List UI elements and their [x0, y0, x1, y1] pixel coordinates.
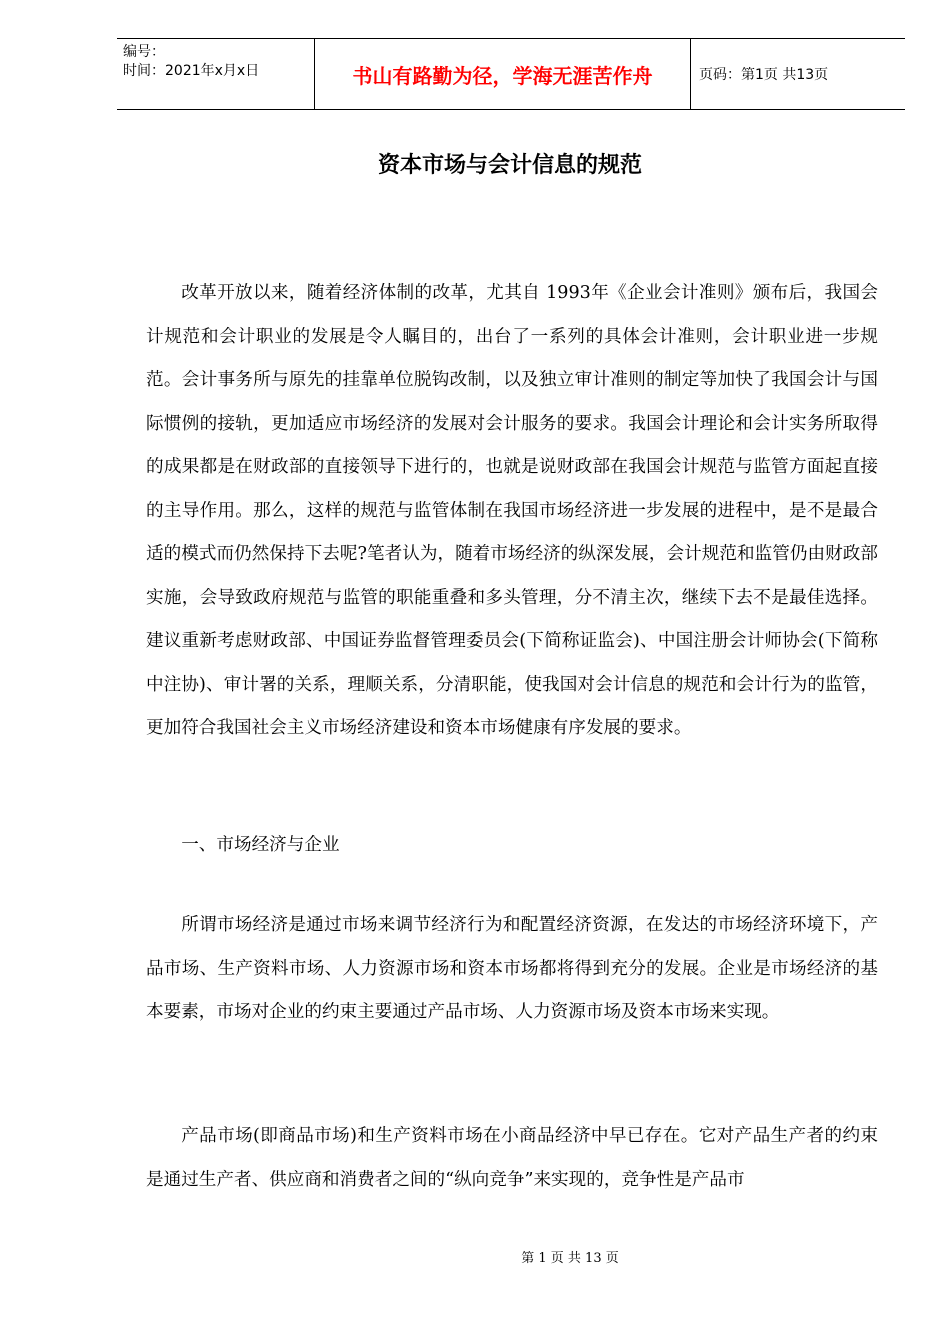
paragraph-2: 所谓市场经济是通过市场来调节经济行为和配置经济资源，在发达的市场经济环境下，产品市场、生产资料市场、人力资源市场和资本市场都将得到充分的发展。企业是市场经济的基本要素，市场对企业的约束主要通过产品市场、人力资源市场及资本市场来实现。	[146, 915, 878, 1022]
number-label: 编号：	[123, 44, 165, 60]
page-header	[117, 38, 905, 110]
header-motto: 书山有路勤为径，学海无涯苦作舟	[315, 39, 691, 109]
header-page-info: 页码：第1页 共13页	[699, 67, 829, 83]
time-label: 时间：2021年x月x日	[123, 63, 260, 79]
paragraph-1: 改革开放以来，随着经济体制的改革，尤其自 1993年《企业会计准则》颁布后，我国会计规范和会计职业的发展是令人瞩目的，出台了一系列的具体会计准则，会计职业进一步规范。会计事务所与原先的挂靠单位脱钩改制，以及独立审计准则的制定等加快了我国会计与国际惯例的接轨，更加适应市场经济的发展对会计服务的要求。我国会计理论和会计实务所取得的成果都是在财政部的直接领导下进行的，也就是说财政部在我国会计规范与监管方面起直接的主导作用。那么，这样的规范与监管体制在我国市场经济进一步发展的进程中，是不是最合适的模式而仍然保持下去呢?笔者认为，随着市场经济的纵深发展，会计规范和监管仍由财政部实施，会导致政府规范与监管的职能重叠和多头管理，分不清主次，继续下去不是最佳选择。建议重新考虑财政部、中国证券监督管理委员会(下简称证监会)、中国注册会计师协会(下简称中注协)、审计署的关系，理顺关系，分清职能，使我国对会计信息的规范和会计行为的监管，更加符合我国社会主义市场经济建设和资本市场健康有序发展的要求。	[146, 283, 878, 738]
document-title: 资本市场与会计信息的规范	[377, 153, 642, 178]
header-meta-cell	[117, 39, 315, 109]
section-1-heading: 一、市场经济与企业	[181, 835, 340, 855]
page-footer: 第 1 页 共 13 页	[521, 1251, 619, 1266]
paragraph-3: 产品市场(即商品市场)和生产资料市场在小商品经济中早已存在。它对产品生产者的约束是通过生产者、供应商和消费者之间的“纵向竞争”来实现的，竞争性是产品市	[146, 1126, 878, 1190]
